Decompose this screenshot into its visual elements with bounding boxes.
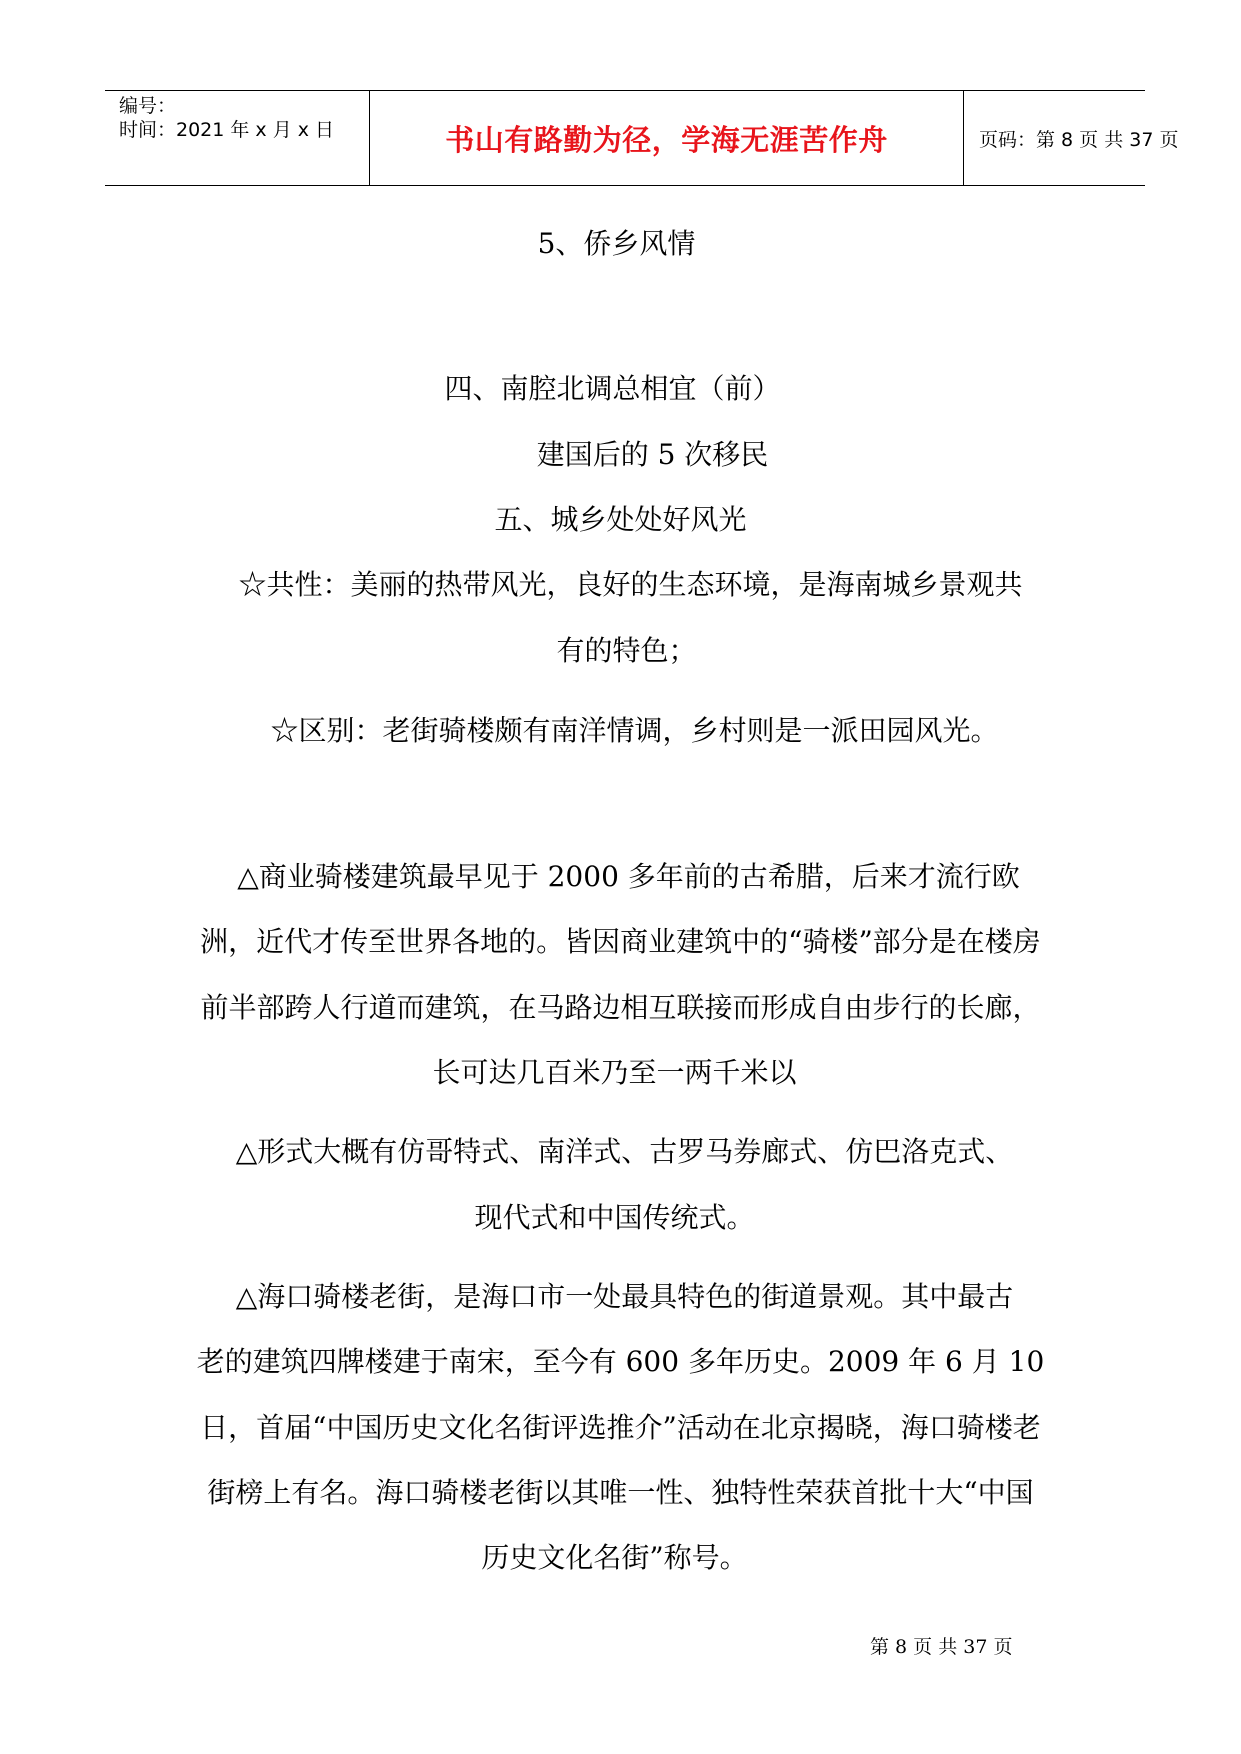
header-page-code: 页码：第 8 页 共 37 页 [979,128,1179,151]
paragraph-line: ☆共性：美丽的热带风光，良好的生态环境，是海南城乡景观共 [238,568,1023,601]
paragraph-line: 有的特色； [556,634,697,667]
document-number-label: 编号： [119,95,177,117]
chapter-heading: 四、南腔北调总相宜（前） [444,372,781,405]
paragraph-line: 洲，近代才传至世界各地的。皆因商业建筑中的“骑楼”部分是在楼房 [200,925,1041,958]
chapter-subtitle: 建国后的 5 次移民 [536,438,769,471]
paragraph-line: △商业骑楼建筑最早见于 2000 多年前的古希腊，后来才流行欧 [237,860,1020,893]
paragraph-line: 现代式和中国传统式。 [474,1201,755,1234]
page-footer: 第 8 页 共 37 页 [870,1636,1013,1658]
header-motto: 书山有路勤为径，学海无涯苦作舟 [445,122,888,157]
page-header [105,90,1179,186]
paragraph-line: 历史文化名街”称号。 [481,1541,748,1574]
header-page-cell [965,91,1179,185]
chapter-heading: 五、城乡处处好风光 [494,503,747,536]
paragraph-line: 长可达几百米乃至一两千米以 [432,1056,797,1089]
header-motto-cell [370,91,964,185]
header-meta-cell [105,91,370,185]
paragraph-line: △形式大概有仿哥特式、南洋式、古罗马券廊式、仿巴洛克式、 [235,1135,1014,1168]
paragraph-line: ☆区别：老街骑楼颇有南洋情调，乡村则是一派田园风光。 [270,714,999,747]
paragraph-line: 街榜上有名。海口骑楼老街以其唯一性、独特性荣获首批十大“中国 [207,1476,1034,1509]
paragraph-line: 老的建筑四牌楼建于南宋，至今有 600 多年历史。2009 年 6 月 10 [196,1345,1045,1378]
paragraph-line: 前半部跨人行道而建筑，在马路边相互联接而形成自由步行的长廊， [200,991,1041,1024]
paragraph-line: △海口骑楼老街，是海口市一处最具特色的街道景观。其中最古 [235,1280,1014,1313]
document-time-label: 时间：2021 年 x 月 x 日 [119,119,335,141]
paragraph-line: 日，首届“中国历史文化名街评选推介”活动在北京揭晓，海口骑楼老 [200,1411,1041,1444]
section-heading: 5、侨乡风情 [537,227,696,260]
